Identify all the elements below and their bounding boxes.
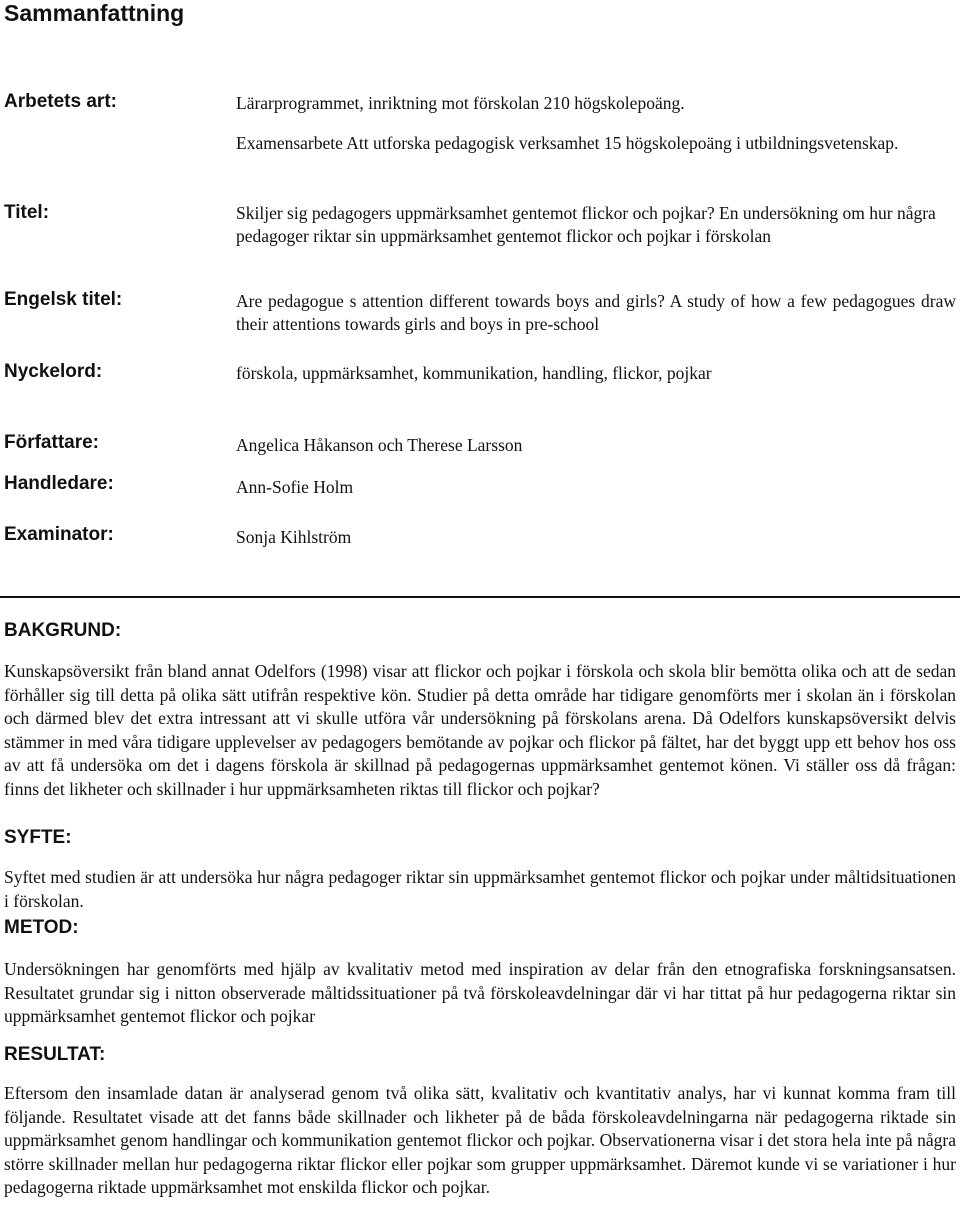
label-engelsk-titel: Engelsk titel: bbox=[4, 289, 123, 310]
value-arbetets-art-program: Lärarprogrammet, inriktning mot förskolan 210 högskolepoäng. bbox=[236, 93, 685, 113]
text-resultat: Eftersom den insamlade datan är analyserad genom två olika sätt, kvalitativ och kvantitativ analys, har vi kunnat komma fram till följande. Resultatet visade att det fanns både skillnader och likheter på de båda förskoleavdelningarna när pedagogerna riktade sin uppmärksamhet genom handlingar och kommunikation gentemot flickor och pojkar. Observationerna visar i det stora hela inte på några större skillnader mellan hur pedagogerna riktar flickor eller pojkar som grupper uppmärksamhet. Däremot kunde vi se variationer i hur pedagogerna riktade uppmärksamhet mot enskilda flickor och pojkar. bbox=[4, 1083, 956, 1197]
label-handledare: Handledare: bbox=[4, 473, 114, 494]
value-forfattare: Angelica Håkanson och Therese Larsson bbox=[236, 435, 523, 455]
divider bbox=[0, 596, 960, 598]
text-bakgrund: Kunskapsöversikt från bland annat Odelfors (1998) visar att flickor och pojkar i förskola och skola blir bemötta olika och att de sedan förhåller sig till detta på olika sätt utifrån respektive kön. Studier på detta område har tidigare genomförts mer i skolan än i förskolan och därmed blev det extra intressant att vi skulle utföra vår undersökning på förskolans arena. Då Odelfors kunskapsöversikt delvis stämmer in med våra tidigare upplevelser av pedagogers bemötande av pojkar och flickor på fältet, har det byggt upp ett behov hos oss av att få undersöka om det i dagens förskola är skillnad på pedagogernas uppmärksamhet gentemot könen. Vi ställer oss då frågan: finns det likheter och skillnader i hur uppmärksamheten riktas till flickor och pojkar? bbox=[4, 661, 956, 799]
value-arbetets-art-examensarbete: Examensarbete Att utforska pedagogisk verksamhet 15 högskolepoäng i utbildningsvetenskap. bbox=[236, 133, 899, 153]
heading-metod: METOD: bbox=[4, 917, 79, 938]
text-metod: Undersökningen har genomförts med hjälp av kvalitativ metod med inspiration av delar från den etnografiska forskningsansatsen. Resultatet grundar sig i nitton observerade måltidssituationer på två förskoleavdelningar där vi har tittat på hur pedagogerna riktar sin uppmärksamhet gentemot flickor och pojkar bbox=[4, 959, 956, 1026]
value-nyckelord: förskola, uppmärksamhet, kommunikation, handling, flickor, pojkar bbox=[236, 363, 712, 383]
label-arbetets-art: Arbetets art: bbox=[4, 91, 117, 112]
label-nyckelord: Nyckelord: bbox=[4, 361, 103, 382]
value-examinator: Sonja Kihlström bbox=[236, 527, 352, 547]
page-title: Sammanfattning bbox=[4, 0, 185, 26]
value-handledare: Ann-Sofie Holm bbox=[236, 477, 354, 497]
label-forfattare: Författare: bbox=[4, 432, 100, 453]
heading-bakgrund: BAKGRUND: bbox=[4, 620, 122, 641]
heading-resultat: RESULTAT: bbox=[4, 1044, 106, 1065]
value-titel: Skiljer sig pedagogers uppmärksamhet gentemot flickor och pojkar? En undersökning om hur några pedagoger riktar sin uppmärksamhet gentemot flickor och pojkar i förskolan bbox=[236, 203, 936, 246]
label-examinator: Examinator: bbox=[4, 524, 114, 545]
text-syfte: Syftet med studien är att undersöka hur några pedagoger riktar sin uppmärksamhet gentemot flickor och pojkar under måltidsituationen i förskolan. bbox=[4, 867, 956, 911]
label-titel: Titel: bbox=[4, 202, 50, 223]
heading-syfte: SYFTE: bbox=[4, 827, 72, 848]
value-engelsk-titel: Are pedagogue s attention different towards boys and girls? A study of how a few pedagogues draw their attentions towards girls and boys in pre-school bbox=[236, 291, 956, 334]
